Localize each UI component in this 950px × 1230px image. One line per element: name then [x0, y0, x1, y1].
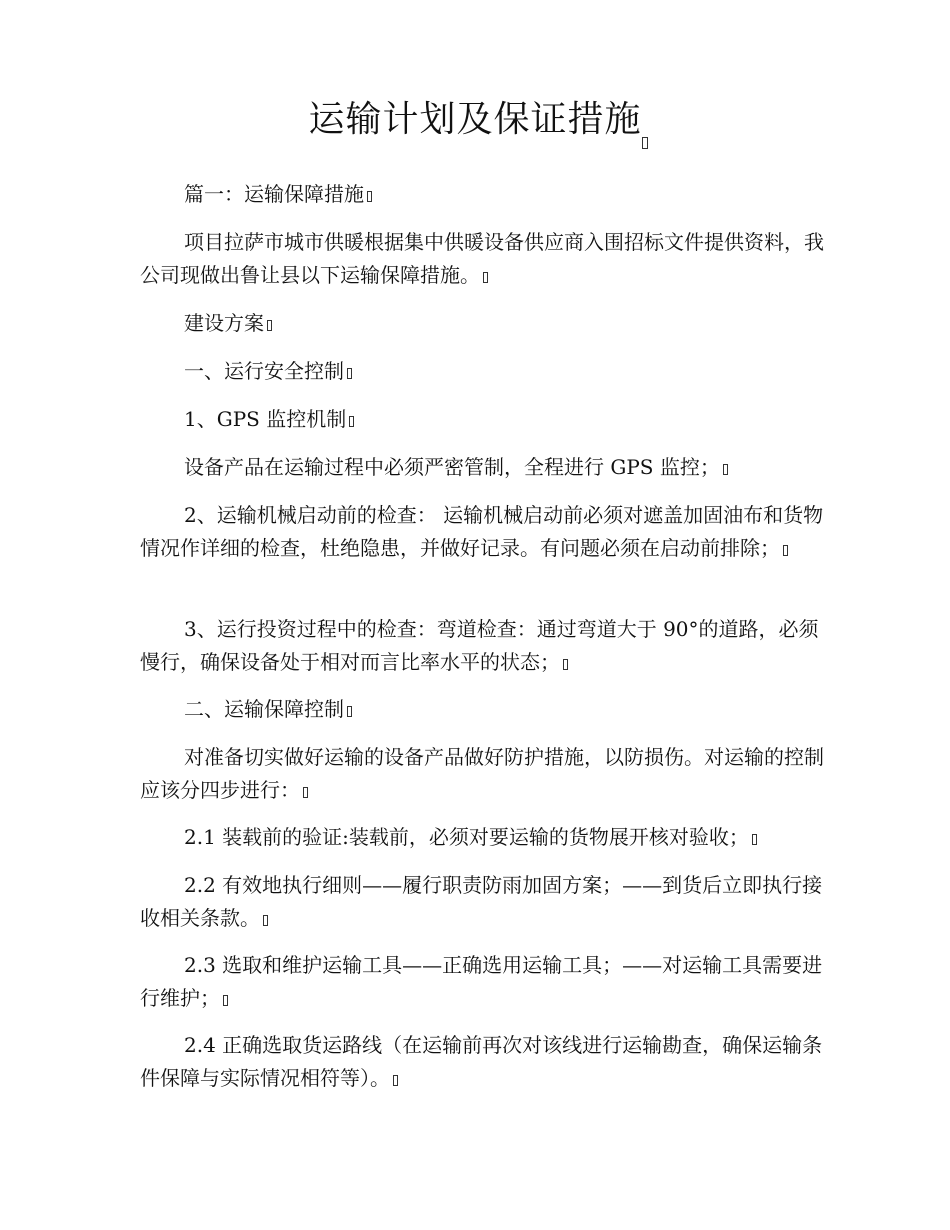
paragraph-5-text: 1、GPS 监控机制 — [184, 407, 347, 431]
paragraph-9 — [140, 693, 830, 726]
paragraph-3-text: 建设方案 — [184, 311, 264, 335]
paragraph-mark-icon — [347, 706, 352, 717]
paragraph-1-text: 篇一：运输保障措施 — [184, 182, 364, 206]
paragraph-mark-icon — [483, 272, 488, 283]
paragraph-mark-icon — [303, 787, 308, 798]
paragraph-10 — [140, 741, 830, 807]
paragraph-mark-icon — [393, 1075, 398, 1086]
paragraph-mark-icon — [367, 191, 372, 202]
paragraph-mark-icon — [783, 545, 788, 556]
paragraph-2-text: 项目拉萨市城市供暖根据集中供暖设备供应商入围招标文件提供资料，我公司现做出鲁让县以下运输保障措施。 — [140, 230, 824, 287]
paragraph-mark-icon — [263, 915, 268, 926]
paragraph-6-text: 设备产品在运输过程中必须严密管制，全程进行 GPS 监控； — [184, 455, 720, 479]
paragraph-12-text: 2.2 有效地执行细则——履行职责防雨加固方案；——到货后立即执行接收相关条款。 — [140, 873, 823, 930]
paragraph-mark-icon — [563, 659, 568, 670]
paragraph-4-text: 一、运行安全控制 — [184, 359, 344, 383]
paragraph-mark-icon — [723, 464, 728, 475]
paragraph-14-text: 2.4 正确选取货运路线（在运输前再次对该线进行运输勘查，确保运输条件保障与实际情况相符等）。 — [140, 1033, 823, 1090]
paragraph-13 — [140, 949, 830, 1015]
paragraph-7-text: 2、运输机械启动前的检查： 运输机械启动前必须对遮盖加固油布和货物情况作详细的检查，杜绝隐患，并做好记录。有问题必须在启动前排除； — [140, 503, 824, 560]
paragraph-10-text: 对准备切实做好运输的设备产品做好防护措施，以防损伤。对运输的控制应该分四步进行： — [140, 745, 824, 802]
paragraph-12 — [140, 869, 830, 935]
paragraph-7 — [140, 499, 830, 565]
paragraph-mark-icon — [267, 320, 272, 331]
paragraph-4 — [140, 355, 830, 388]
paragraph-mark-icon — [752, 834, 757, 845]
paragraph-mark-icon — [223, 995, 228, 1006]
paragraph-6 — [140, 451, 830, 484]
paragraph-mark-icon — [349, 416, 354, 427]
paragraph-11 — [140, 821, 830, 854]
paragraph-2 — [140, 226, 830, 292]
paragraph-11-text: 2.1 装载前的验证:装载前，必须对要运输的货物展开核对验收； — [184, 825, 749, 849]
paragraph-3 — [140, 307, 830, 340]
document-title — [0, 96, 950, 144]
document-title-text: 运输计划及保证措施 — [308, 99, 642, 140]
paragraph-14 — [140, 1029, 830, 1095]
paragraph-9-text: 二、运输保障控制 — [184, 697, 344, 721]
paragraph-mark-icon — [347, 368, 352, 379]
paragraph-mark-icon — [642, 137, 648, 149]
paragraph-5 — [140, 403, 830, 436]
paragraph-1 — [140, 178, 830, 211]
paragraph-8 — [140, 613, 830, 679]
paragraph-8-text: 3、运行投资过程中的检查：弯道检查：通过弯道大于 90°的道路，必须慢行，确保设备处于相对而言比率水平的状态； — [140, 617, 819, 674]
paragraph-13-text: 2.3 选取和维护运输工具——正确选用运输工具；——对运输工具需要进行维护； — [140, 953, 823, 1010]
